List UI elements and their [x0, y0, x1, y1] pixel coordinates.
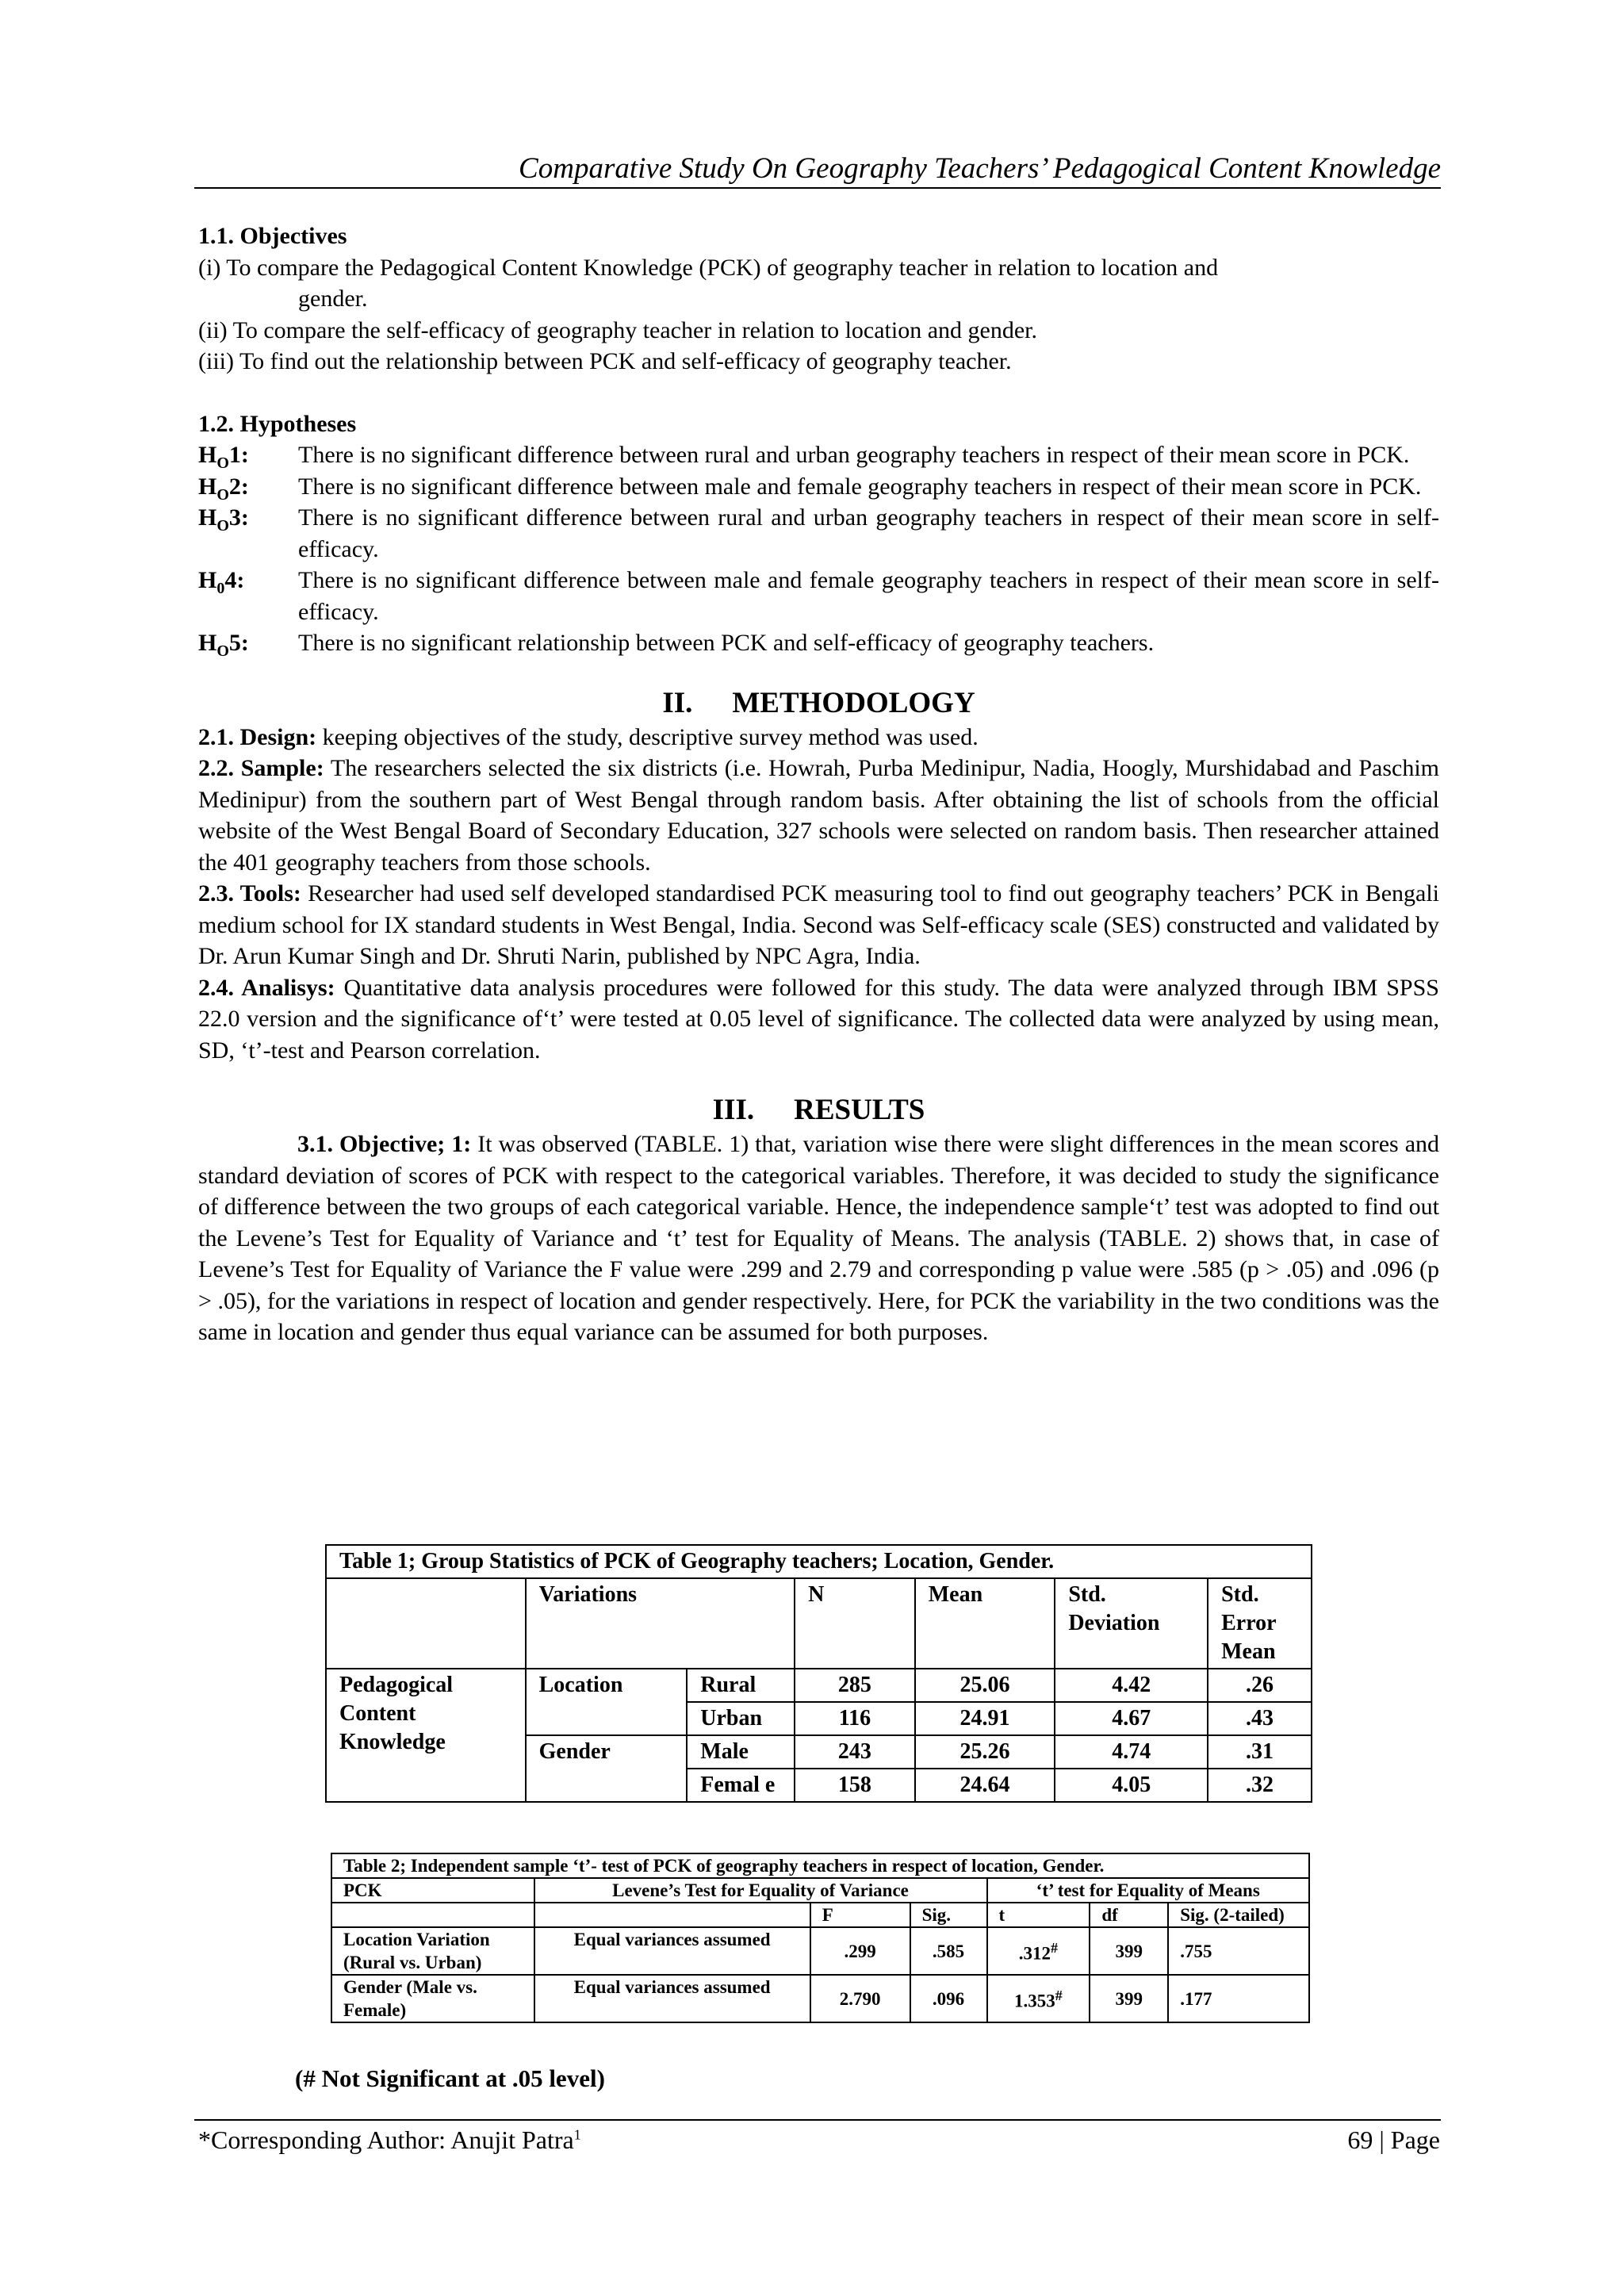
cell: .585 [910, 1927, 987, 1975]
cell: Femal e [687, 1769, 795, 1802]
table-row [326, 1669, 1312, 1702]
tools-paragraph: 2.3. Tools: Researcher had used self developed standardised PCK measuring tool to find out geography teachers’ PCK in Bengali medium school for IX standard students in West Bengal, India. Second was Self-efficacy scale (SES) constructed and validated by Dr. Arun Kumar Singh and Dr. Shruti Narin, published by NPC Agra, India. [198, 880, 1439, 969]
cell: 285 [795, 1669, 915, 1702]
analysis-paragraph: 2.4. Analisys: Quantitative data analysis procedures were followed for this study. The data were analyzed through IBM SPSS 22.0 version and the significance of‘t’ were tested at 0.05 level of significance. The collected data were analyzed by using mean, SD, ‘t’-test and Pearson correlation. [198, 974, 1439, 1064]
table-2 [331, 1853, 1310, 2023]
cell: .26 [1208, 1669, 1312, 1702]
cell: .312# [987, 1927, 1090, 1975]
cell: Location Variation (Rural vs. Urban) [331, 1927, 534, 1975]
cell: 399 [1090, 1975, 1168, 2022]
running-header: Comparative Study On Geography Teachers’ Pedagogical Content Knowledge [194, 151, 1441, 189]
sample-paragraph: 2.2. Sample: The researchers selected the six districts (i.e. Howrah, Purba Medinipur, Nadia, Hoogly, Murshidabad and Paschim Medinipur) from the southern part of West Bengal through random basis. After obtaining the list of schools from the official website of the West Bengal Board of Secondary Education, 327 schools were selected on random basis. Then researcher attained the 401 geography teachers from those schools. [198, 755, 1440, 876]
cell: Equal variances assumed [534, 1927, 810, 1975]
table-2-header: t [987, 1903, 1090, 1927]
page-number: 69 | Page [1347, 2125, 1440, 2154]
footer-divider [194, 2119, 1441, 2121]
hypothesis-item: $H_04$: There is no significant difference between male and female geography teachers in respect of their mean score in self-efficacy. [198, 567, 1439, 625]
results-heading: III. RESULTS [712, 1094, 925, 1126]
cell: 2.790 [810, 1975, 910, 2022]
table-row [331, 1975, 1309, 2022]
cell: .43 [1208, 1702, 1312, 1735]
table-row [331, 1927, 1309, 1975]
table-2-note: (# Not Significant at .05 level) [295, 2064, 605, 2092]
cell: Urban [687, 1702, 795, 1735]
cell: .096 [910, 1975, 987, 2022]
cell: 4.67 [1055, 1702, 1208, 1735]
cell: 4.74 [1055, 1735, 1208, 1769]
cell: 1.353# [987, 1975, 1090, 2022]
objective-item: (iii) To find out the relationship between PCK and self-efficacy of geography teacher. [198, 348, 1012, 374]
table-1-header: Std. Deviation [1055, 1578, 1208, 1669]
hypothesis-item: $H_O2$: There is no significant difference between male and female geography teachers in respect of their mean score in PCK. [198, 473, 1422, 504]
cell: Male [687, 1735, 795, 1769]
table-2-header: Sig. [910, 1903, 987, 1927]
cell: .177 [1168, 1975, 1309, 2022]
table-1-header: Variations [526, 1578, 795, 1669]
table-1-row-label: Pedagogical Content Knowledge [326, 1669, 526, 1802]
table-1-header: Std. Error Mean [1208, 1578, 1312, 1669]
table-2-header: F [810, 1903, 910, 1927]
table-2-header: ‘t’ test for Equality of Means [987, 1878, 1310, 1903]
cell: 4.42 [1055, 1669, 1208, 1702]
cell: 4.05 [1055, 1769, 1208, 1802]
table-2-header: Levene’s Test for Equality of Variance [534, 1878, 987, 1903]
cell: .32 [1208, 1769, 1312, 1802]
cell: 24.64 [915, 1769, 1055, 1802]
hypothesis-item: $H_O5$: There is no significant relationship between PCK and self-efficacy of geography teachers. [198, 630, 1155, 660]
table-1-caption: Table 1; Group Statistics of PCK of Geography teachers; Location, Gender. [326, 1545, 1312, 1578]
table-2-header: df [1090, 1903, 1168, 1927]
objectives-title: 1.1. Objectives [198, 223, 347, 249]
cell: 399 [1090, 1927, 1168, 1975]
hypotheses-title: 1.2. Hypotheses [198, 410, 357, 437]
table-2-header: Sig. (2-tailed) [1168, 1903, 1309, 1927]
table-1 [325, 1544, 1312, 1803]
cell: 25.26 [915, 1735, 1055, 1769]
table-1-gender: Gender [526, 1735, 688, 1802]
table-2-caption: Table 2; Independent sample ‘t’- test of PCK of geography teachers in respect of location, Gender. [331, 1853, 1309, 1878]
table-1-location: Location [526, 1669, 688, 1735]
design-paragraph: 2.1. Design: keeping objectives of the study, descriptive survey method was used. [198, 723, 979, 750]
cell: 116 [795, 1702, 915, 1735]
results-paragraph: 3.1. Objective; 1: It was observed (TABLE. 1) that, variation wise there were slight differences in the mean scores and standard deviation of scores of PCK with respect to the categorical variables. Therefore, it was decided to study the significance of difference between the two groups of each categorical variable. Hence, the independence sample‘t’ test was adopted to find out the Levene’s Test for Equality of Variance and ‘t’ test for Equality of Means. The analysis (TABLE. 2) shows that, in case of Levene’s Test for Equality of Variance the F value were .299 and 2.79 and corresponding p value were .585 (p > .05) and .096 (p > .05), for the variations in respect of location and gender respectively. Here, for PCK the variability in the two conditions was the same in location and gender thus equal variance can be assumed for both purposes. [198, 1131, 1440, 1345]
main-content [198, 220, 1439, 1348]
cell: Equal variances assumed [534, 1975, 810, 2022]
cell: 158 [795, 1769, 915, 1802]
objective-item: (ii) To compare the self-efficacy of geography teacher in relation to location and gender. [198, 316, 1038, 343]
hypothesis-item: $H_O1$: There is no significant difference between rural and urban geography teachers in respect of their mean score in PCK. [198, 442, 1410, 472]
cell: 243 [795, 1735, 915, 1769]
cell: 25.06 [915, 1669, 1055, 1702]
cell: .31 [1208, 1735, 1312, 1769]
cell: Gender (Male vs. Female) [331, 1975, 534, 2022]
cell: Rural [687, 1669, 795, 1702]
footer-author: *Corresponding Author: Anujit Patra$^1$ [198, 2125, 581, 2154]
objective-item: gender. [298, 286, 368, 312]
table-1-header: N [795, 1578, 915, 1669]
table-2-header: PCK [331, 1878, 534, 1903]
cell: .299 [810, 1927, 910, 1975]
table-1-header: Mean [915, 1578, 1055, 1669]
hypothesis-item: $H_O3$: There is no significant difference between rural and urban geography teachers in respect of their mean score in self-efficacy. [198, 504, 1439, 562]
methodology-heading: II. METHODOLOGY [662, 686, 975, 719]
cell: 24.91 [915, 1702, 1055, 1735]
objective-item: (i) To compare the Pedagogical Content Knowledge (PCK) of geography teacher in relation to location and [198, 254, 1219, 281]
cell: .755 [1168, 1927, 1309, 1975]
